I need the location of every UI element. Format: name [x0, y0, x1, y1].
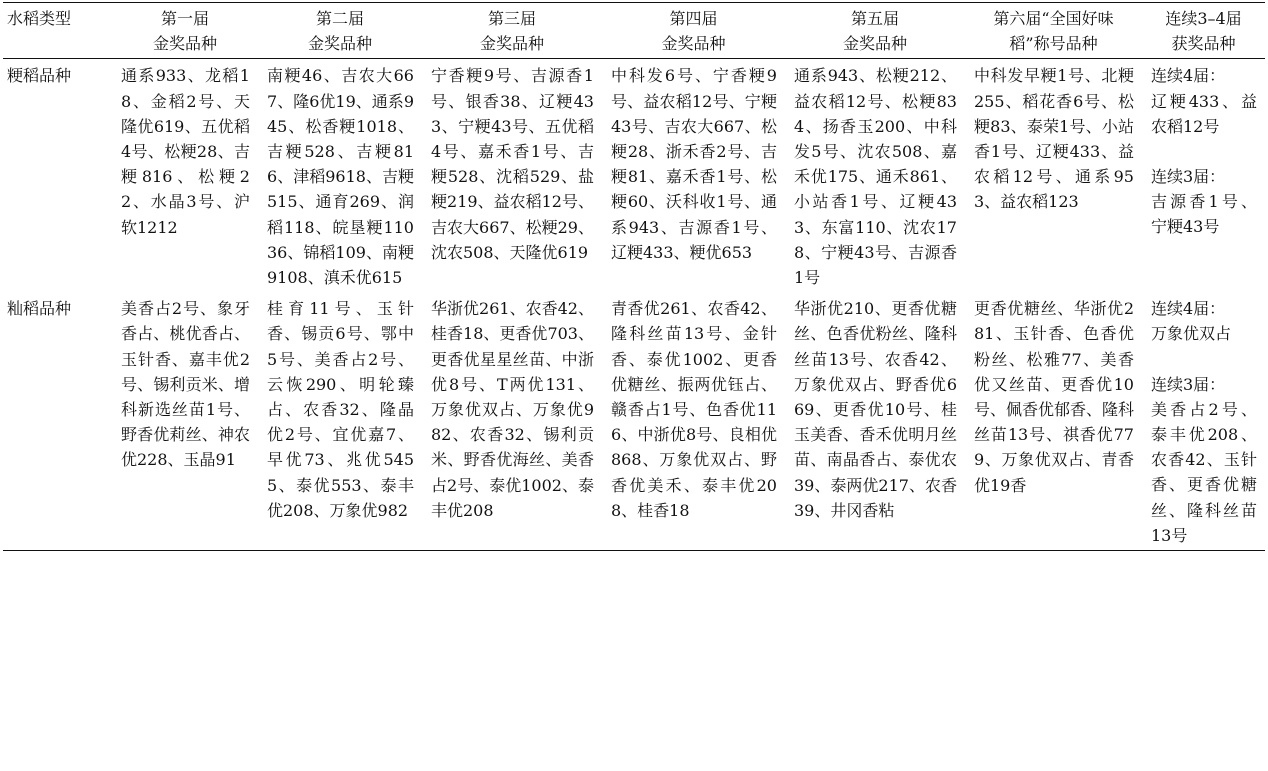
consecutive-4-label: 连续4届： — [1151, 66, 1226, 86]
spacer — [1151, 347, 1257, 372]
header-row — [3, 3, 1265, 59]
spacer — [1151, 139, 1257, 164]
cell-session-2: 桂育11号、玉针香、锡贡6号、鄂中5号、美香占2号、云恢290、明轮臻占、农香32、隆晶优2号、宜优嘉7、早优73、兆优5455、泰优553、泰丰优208、万象优982 — [267, 299, 414, 520]
header-session-1: 第一届 金奖品种 — [152, 9, 217, 54]
consecutive-4-varieties: 辽粳433、益农稻12号 — [1151, 91, 1257, 136]
header-session-3: 第三届 金奖品种 — [479, 9, 544, 54]
consecutive-3-label: 连续3届： — [1151, 374, 1226, 394]
header-rice-type: 水稻类型 — [7, 9, 72, 28]
cell-session-6: 中科发早粳1号、北粳255、稻花香6号、松粳83、泰荣1号、小站香1号、辽粳433、益农稻12号、通系953、益农稻123 — [974, 66, 1134, 212]
cell-rice-type: 粳稻品种 — [7, 66, 72, 86]
cell-consecutive — [1142, 59, 1265, 292]
cell-session-5: 华浙优210、更香优糖丝、色香优粉丝、隆科丝苗13号、农香42、万象优双占、野香优669、更香优10号、桂玉美香、香禾优明月丝苗、南晶香占、泰优农39、泰两优217、农香39、井冈香粘 — [794, 299, 957, 520]
consecutive-4-varieties: 万象优双占 — [1151, 324, 1232, 344]
header-consecutive: 连续3–4届 获奖品种 — [1165, 9, 1242, 54]
consecutive-3-varieties: 美香占2号、泰丰优208、农香42、玉针香、更香优糖丝、隆科丝苗13号 — [1151, 399, 1257, 545]
cell-rice-type: 籼稻品种 — [7, 299, 72, 319]
consecutive-3-label: 连续3届： — [1151, 167, 1226, 187]
cell-session-1: 通系933、龙稻18、金稻2号、天隆优619、五优稻4号、松粳28、吉粳816、松粳22、水晶3号、沪软1212 — [121, 66, 250, 237]
cell-session-2: 南粳46、吉农大667、隆6优19、通系945、松香粳1018、吉粳528、吉粳816、津稻9618、吉粳515、通育269、润稻118、皖垦粳11036、锦稻109、南粳9108、滇禾优615 — [267, 66, 414, 288]
award-table — [3, 2, 1265, 551]
header-session-6: 第六届“全国好味 稻”称号品种 — [993, 9, 1114, 54]
header-session-2: 第二届 金奖品种 — [307, 9, 372, 54]
consecutive-3-varieties: 吉源香1号、宁粳43号 — [1151, 192, 1257, 237]
consecutive-4-label: 连续4届： — [1151, 299, 1226, 319]
header-session-5: 第五届 金奖品种 — [842, 9, 907, 54]
cell-session-4: 中科发6号、宁香粳9号、益农稻12号、宁粳43号、吉农大667、松粳28、浙禾香2号、吉粳81、嘉禾香1号、松粳60、沃科收1号、通系943、吉源香1号、辽粳433、粳优653 — [611, 66, 777, 262]
table-row-indica — [3, 292, 1265, 550]
cell-session-4: 青香优261、农香42、隆科丝苗13号、金针香、泰优1002、更香优糖丝、振两优钰占、赣香占1号、色香优116、中浙优8号、良相优868、万象优双占、野香优美禾、泰丰优208、桂香18 — [611, 299, 777, 520]
cell-session-5: 通系943、松粳212、益农稻12号、松粳834、扬香玉200、中科发5号、沈农508、嘉禾优175、通禾861、小站香1号、辽粳433、东富110、沈农178、宁粳43号、吉源香1号 — [794, 66, 957, 288]
header-session-4: 第四届 金奖品种 — [661, 9, 726, 54]
cell-session-1: 美香占2号、象牙香占、桃优香占、玉针香、嘉丰优2号、锡利贡米、增科新选丝苗1号、野香优莉丝、神农优228、玉晶91 — [121, 299, 250, 470]
table-row-japonica — [3, 59, 1265, 292]
cell-consecutive — [1142, 292, 1265, 550]
cell-session-3: 宁香粳9号、吉源香1号、银香38、辽粳433、宁粳43号、五优稻4号、嘉禾香1号、吉粳528、沈稻529、盐粳219、益农稻12号、吉农大667、松粳29、沈农508、天隆优619 — [431, 66, 594, 262]
cell-session-6: 更香优糖丝、华浙优281、玉针香、色香优粉丝、松雅77、美香优又丝苗、更香优10号、佩香优郁香、隆科丝苗13号、祺香优779、万象优双占、青香优19香 — [974, 299, 1135, 495]
cell-session-3: 华浙优261、农香42、桂香18、更香优703、更香优星星丝苗、中浙优8号、T两优131、万象优双占、万象优982、农香32、锡利贡米、野香优海丝、美香占2号、泰优1002、泰丰优208 — [431, 299, 594, 520]
